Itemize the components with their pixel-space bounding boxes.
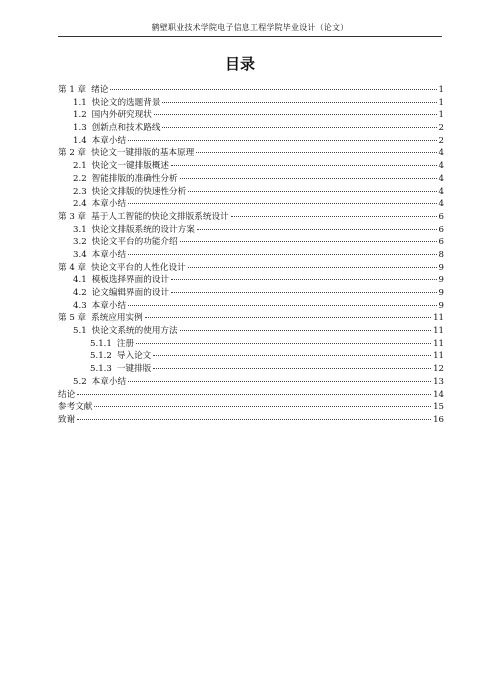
toc-dot-leader xyxy=(136,343,431,344)
toc-entry[interactable] xyxy=(58,147,444,160)
toc-entry[interactable] xyxy=(58,312,444,325)
toc-entry-title: 论文编辑界面的设计 xyxy=(91,288,170,298)
toc-entry-title: 快论文一键排版的基本原理 xyxy=(91,148,195,159)
toc-entry-page-number: 12 xyxy=(433,364,444,375)
toc-entry[interactable] xyxy=(58,109,444,122)
toc-entry-number: 3.1 xyxy=(73,224,87,235)
toc-dot-leader xyxy=(77,419,431,420)
toc-entry-title: 本章小结 xyxy=(91,376,127,387)
toc-entry-page-number: 4 xyxy=(438,173,444,184)
toc-dot-leader xyxy=(171,292,437,293)
toc-entry-title: 本章小结 xyxy=(91,135,127,146)
toc-entry[interactable] xyxy=(58,135,444,148)
toc-entry-title: 系统应用实例 xyxy=(91,313,143,324)
toc-dot-leader xyxy=(128,254,436,255)
toc-dot-leader xyxy=(180,330,431,331)
toc-entry-number: 2.1 xyxy=(73,161,87,172)
toc-entry-page-number: 9 xyxy=(438,288,444,298)
toc-entry[interactable] xyxy=(58,338,444,351)
toc-entry-page-number: 1 xyxy=(438,97,444,108)
toc-entry-page-number: 13 xyxy=(433,376,444,387)
toc-entry-title: 基于人工智能的快论文排版系统设计 xyxy=(91,211,229,222)
toc-entry-number: 3.2 xyxy=(73,237,87,248)
toc-entry-number: 第 3 章 xyxy=(58,211,87,222)
toc-entry[interactable] xyxy=(58,211,444,224)
toc-entry-page-number: 11 xyxy=(433,326,444,337)
toc-entry-page-number: 8 xyxy=(438,249,444,260)
toc-entry-title: 快论文平台的人性化设计 xyxy=(91,262,186,273)
toc-entry-number: 第 1 章 xyxy=(58,85,87,95)
toc-entry-page-number: 4 xyxy=(438,148,444,159)
toc-entry[interactable] xyxy=(58,173,444,186)
table-of-contents xyxy=(58,84,444,427)
toc-entry[interactable] xyxy=(58,122,444,135)
toc-dot-leader xyxy=(196,152,436,153)
toc-entry-page-number: 11 xyxy=(433,338,444,349)
toc-entry-number: 1.2 xyxy=(73,110,87,121)
toc-entry-title: 致谢 xyxy=(58,414,76,425)
toc-entry-page-number: 4 xyxy=(438,199,444,210)
toc-dot-leader xyxy=(128,203,436,204)
toc-entry-page-number: 9 xyxy=(438,262,444,273)
toc-dot-leader xyxy=(110,89,436,90)
toc-dot-leader xyxy=(94,406,431,407)
toc-entry-number: 4.3 xyxy=(73,300,87,311)
toc-entry-page-number: 6 xyxy=(438,237,444,248)
toc-entry-title: 快论文排版系统的设计方案 xyxy=(91,224,195,235)
toc-entry-number: 2.2 xyxy=(73,173,87,184)
toc-dot-leader xyxy=(77,394,431,395)
toc-entry-number: 5.1.1 xyxy=(90,338,112,349)
toc-entry-number: 4.2 xyxy=(73,288,87,298)
toc-entry-number: 2.4 xyxy=(73,199,87,210)
toc-entry[interactable] xyxy=(58,325,444,338)
toc-entry-page-number: 14 xyxy=(433,389,444,400)
toc-entry-number: 第 5 章 xyxy=(58,313,87,324)
toc-entry[interactable] xyxy=(58,414,444,427)
toc-dot-leader xyxy=(188,191,436,192)
toc-dot-leader xyxy=(153,355,431,356)
toc-entry-number: 5.1.3 xyxy=(90,364,112,375)
toc-entry-page-number: 1 xyxy=(438,110,444,121)
toc-entry[interactable] xyxy=(58,198,444,211)
toc-entry-title: 快论文系统的使用方法 xyxy=(91,326,178,337)
toc-entry[interactable] xyxy=(58,249,444,262)
toc-entry-title: 本章小结 xyxy=(91,199,127,210)
toc-dot-leader xyxy=(197,229,437,230)
toc-entry-title: 快论文排版的快速性分析 xyxy=(91,186,187,197)
toc-entry-number: 1.3 xyxy=(73,123,87,134)
toc-dot-leader xyxy=(153,368,431,369)
toc-entry-number: 5.2 xyxy=(73,376,87,387)
toc-entry-page-number: 6 xyxy=(438,211,444,222)
toc-entry-number: 第 2 章 xyxy=(58,148,87,159)
toc-entry-page-number: 6 xyxy=(438,224,444,235)
toc-entry-number: 5.1 xyxy=(73,326,87,337)
toc-entry[interactable] xyxy=(58,363,444,376)
toc-entry-page-number: 11 xyxy=(433,313,444,324)
toc-entry-number: 3.4 xyxy=(73,249,87,260)
toc-entry-title: 智能排版的准确性分析 xyxy=(91,173,178,184)
toc-entry-page-number: 11 xyxy=(433,351,444,362)
toc-entry-page-number: 4 xyxy=(438,161,444,172)
toc-entry-title: 本章小结 xyxy=(91,300,127,311)
toc-entry[interactable] xyxy=(58,287,444,300)
toc-entry-page-number: 2 xyxy=(438,123,444,134)
toc-entry-number: 5.1.2 xyxy=(90,351,112,362)
toc-entry-number: 4.1 xyxy=(73,275,87,286)
toc-entry-title: 注册 xyxy=(116,338,135,349)
toc-dot-leader xyxy=(171,165,437,166)
toc-entry-page-number: 15 xyxy=(433,402,444,413)
toc-entry[interactable] xyxy=(58,84,444,97)
toc-title: 目录 xyxy=(224,55,255,73)
toc-entry[interactable] xyxy=(58,160,444,173)
toc-entry-page-number: 9 xyxy=(438,300,444,311)
toc-entry[interactable] xyxy=(58,376,444,389)
toc-entry-title: 国内外研究现状 xyxy=(91,110,152,121)
toc-entry[interactable] xyxy=(58,389,444,402)
toc-entry[interactable] xyxy=(58,401,444,414)
toc-entry-title: 快论文的选题背景 xyxy=(91,97,161,108)
toc-dot-leader xyxy=(231,216,437,217)
toc-entry[interactable] xyxy=(58,350,444,363)
toc-dot-leader xyxy=(128,381,431,382)
toc-entry-page-number: 4 xyxy=(438,186,444,197)
toc-entry[interactable] xyxy=(58,236,444,249)
toc-entry-number: 第 4 章 xyxy=(58,262,87,273)
toc-entry-page-number: 2 xyxy=(438,135,444,146)
header-text: 鹤壁职业技术学院电子信息工程学院毕业设计（论文） xyxy=(151,23,349,32)
toc-dot-leader xyxy=(162,102,436,103)
toc-entry-number: 1.4 xyxy=(73,135,87,146)
toc-entry[interactable] xyxy=(58,300,444,313)
toc-dot-leader xyxy=(145,317,431,318)
toc-entry-title: 快论文平台的功能介绍 xyxy=(91,237,178,248)
toc-dot-leader xyxy=(128,140,436,141)
toc-dot-leader xyxy=(180,241,437,242)
toc-entry-title: 参考文献 xyxy=(58,402,93,413)
toc-entry-title: 快论文一键排版概述 xyxy=(91,161,170,172)
toc-entry-title: 本章小结 xyxy=(91,249,127,260)
toc-entry-page-number: 1 xyxy=(438,85,444,95)
toc-entry[interactable] xyxy=(58,274,444,287)
toc-entry-title: 模板选择界面的设计 xyxy=(91,275,170,286)
toc-entry-number: 1.1 xyxy=(73,97,87,108)
toc-entry[interactable] xyxy=(58,262,444,275)
toc-entry[interactable] xyxy=(58,186,444,199)
toc-dot-leader xyxy=(180,178,437,179)
toc-entry[interactable] xyxy=(58,224,444,237)
page-header xyxy=(58,22,442,37)
toc-entry-number: 2.3 xyxy=(73,186,87,197)
toc-entry-page-number: 16 xyxy=(433,414,444,425)
toc-dot-leader xyxy=(162,127,436,128)
toc-dot-leader xyxy=(188,267,437,268)
toc-entry[interactable] xyxy=(58,97,444,110)
toc-dot-leader xyxy=(128,305,436,306)
toc-entry-page-number: 9 xyxy=(438,275,444,286)
toc-entry-title: 创新点和技术路线 xyxy=(91,123,161,134)
toc-entry-title: 结论 xyxy=(58,389,76,400)
toc-dot-leader xyxy=(171,279,437,280)
toc-entry-title: 绪论 xyxy=(91,85,109,95)
toc-dot-leader xyxy=(154,114,437,115)
toc-entry-title: 导入论文 xyxy=(116,351,152,362)
toc-entry-title: 一键排版 xyxy=(116,364,152,375)
